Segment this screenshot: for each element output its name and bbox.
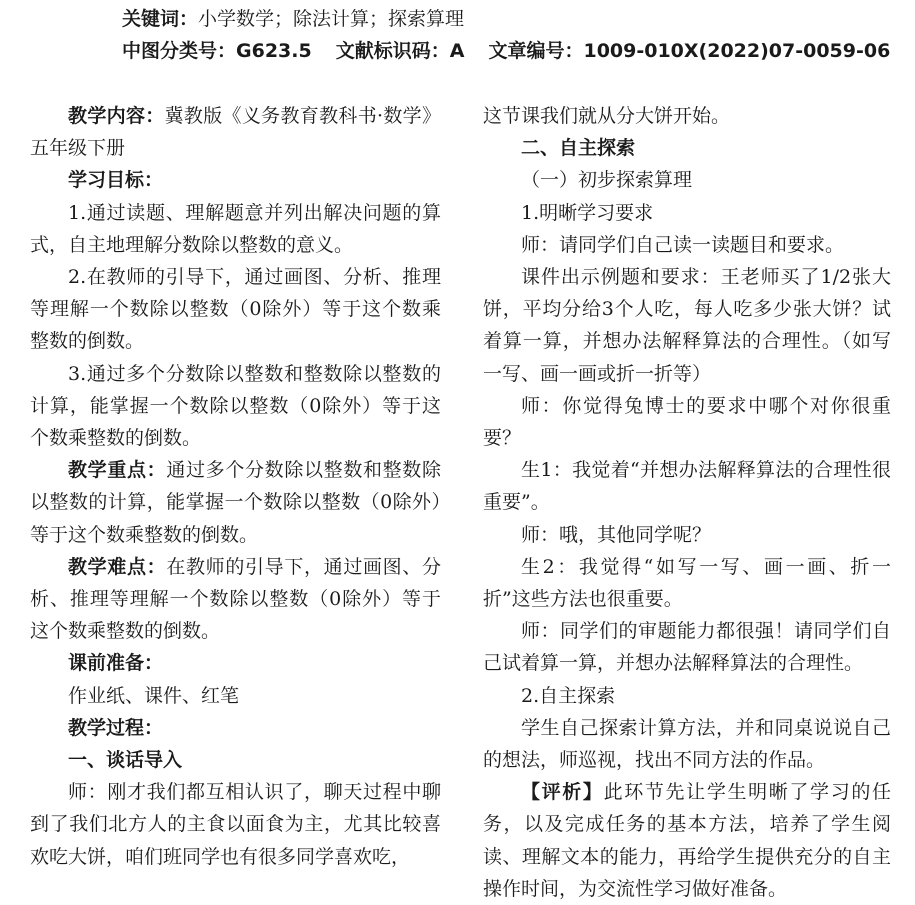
comment-text: 此环节先让学生明晰了学习的任务，以及完成任务的基本方法，培养了学生阅读、理解文本的能力，再给学生提供充分的自主操作时间，为交流性学习做好准备。: [483, 781, 891, 900]
difficulty: [30, 551, 441, 648]
student-line-2: 生2：我觉得“如写一写、画一画、折一折”这些方法也很重要。: [483, 555, 891, 611]
teacher-line-2: 师：你觉得兔博士的要求中哪个对你很重要？: [483, 394, 891, 450]
preparation-text: 作业纸、课件、红笔: [68, 684, 240, 707]
teaching-content-label: 教学内容：: [68, 105, 165, 127]
section-2-title: 二、自主探索: [521, 137, 636, 160]
doc-code-value: A: [449, 40, 465, 62]
classification-line: [122, 38, 890, 64]
process-label: 教学过程：: [68, 716, 164, 739]
item-1-title: 1.明晰学习要求: [521, 201, 654, 224]
keywords-value: 小学数学；除法计算；探索算理: [198, 8, 465, 30]
courseware-prompt: 课件出示例题和要求：王老师买了1/2张大饼，平均分给3个人吃，每人吃多少张大饼？试着算一算，并想办法解释算法的合理性。（如写一写、画一画或折一折等）: [483, 266, 891, 385]
process-heading: [30, 712, 441, 744]
student-line-1: 生1：我觉着“并想办法解释算法的合理性很重要”。: [483, 459, 891, 514]
comment: [483, 776, 891, 905]
preparation-heading: [30, 647, 441, 679]
learning-goals-heading: [30, 164, 441, 196]
section-1-title: 一、谈话导入: [68, 749, 183, 772]
subsection-1-title: （一）初步探索算理: [521, 169, 693, 192]
explore-text: 学生自己探索计算方法，并和同桌说说自己的想法，师巡视，找出不同方法的作品。: [483, 716, 891, 772]
difficulty-text: 在教师的引导下，通过画图、分析、推理等理解一个数除以整数（0除外）等于这个数乘整数的倒数。: [30, 555, 441, 643]
goal-2: 2.在教师的引导下，通过画图、分析、推理等理解一个数除以整数（0除外）等于这个数乘整数的倒数。: [30, 266, 441, 353]
key-point-text: 通过多个分数除以整数和整数除以整数的计算，能掌握一个数除以整数（0除外）等于这个数乘整数的倒数。: [30, 459, 441, 546]
learning-goals-label: 学习目标：: [68, 169, 164, 192]
clc-value: G623.5: [236, 40, 312, 62]
right-column: [483, 100, 891, 905]
comment-label: 【评析】: [521, 781, 604, 804]
teaching-content: [30, 100, 441, 164]
keywords-label: 关键词：: [122, 8, 199, 30]
continued-text: 这节课我们就从分大饼开始。: [483, 105, 731, 127]
goal-1: 1.通过读题、理解题意并列出解决问题的算式，自主地理解分数除以整数的意义。: [30, 201, 441, 256]
key-point: [30, 454, 441, 551]
teacher-line-3: 师：哦，其他同学呢？: [521, 523, 712, 546]
section-1-text: 师：刚才我们都互相认识了，聊天过程中聊到了我们北方人的主食以面食为主，尤其比较喜欢吃大饼，咱们班同学也有很多同学喜欢吃，: [30, 781, 441, 868]
article-no-label: 文章编号：: [488, 40, 584, 62]
keywords-line: [122, 6, 464, 32]
clc-label: 中图分类号：: [122, 40, 237, 62]
left-column: [30, 100, 441, 873]
preparation-label: 课前准备：: [68, 652, 164, 675]
doc-code-label: 文献标识码：: [335, 40, 450, 62]
item-2-title: 2.自主探索: [521, 684, 616, 707]
difficulty-label: 教学难点：: [68, 555, 167, 578]
key-point-label: 教学重点：: [68, 459, 167, 482]
article-no-value: 1009-010X(2022)07-0059-06: [583, 40, 891, 62]
teacher-line-4: 师：同学们的审题能力都很强！请同学们自己试着算一算，并想办法解释算法的合理性。: [483, 620, 891, 675]
goal-3: 3.通过多个分数除以整数和整数除以整数的计算，能掌握一个数除以整数（0除外）等于这个数乘整数的倒数。: [30, 362, 441, 450]
teacher-line-1: 师：请同学们自己读一读题目和要求。: [521, 233, 845, 256]
teaching-content-text: 冀教版《义务教育教科书·数学》五年级下册: [30, 105, 441, 160]
